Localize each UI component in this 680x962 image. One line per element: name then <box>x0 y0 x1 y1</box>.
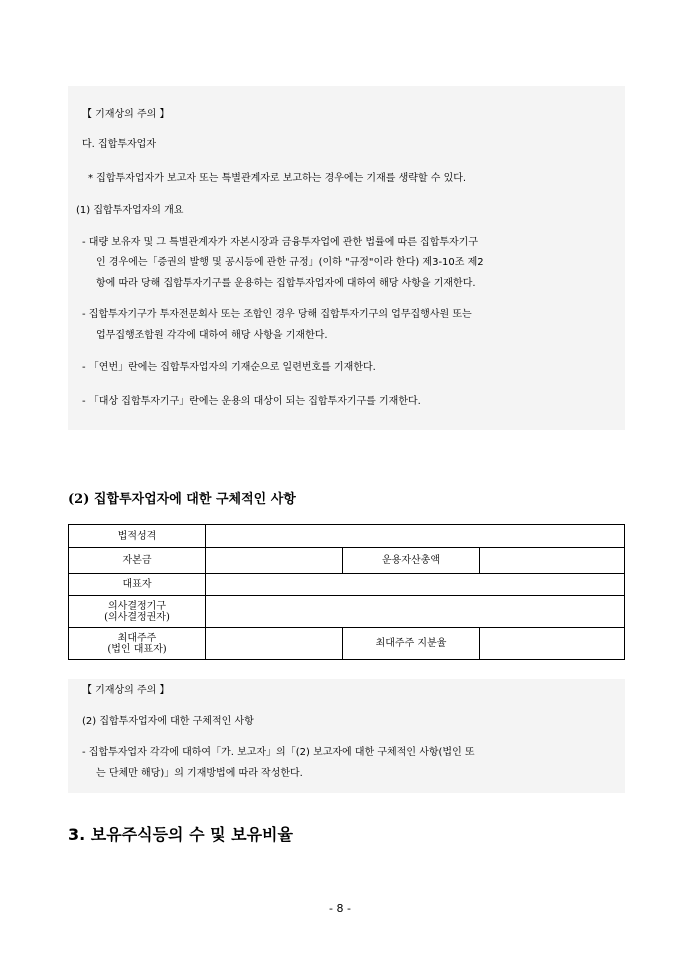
ceo-value[interactable] <box>206 574 625 596</box>
decision-body-label <box>69 596 206 628</box>
bullet-1-line-1: - 대량 보유자 및 그 특별관계자가 자본시장과 금융투자업에 관한 법률에 따른 집합투자기구 <box>82 237 478 248</box>
bullet-3: - 「연번」란에는 집합투자업자의 기재순으로 일련번호를 기재한다. <box>82 362 376 373</box>
caution-title: 【 기재상의 주의 】 <box>82 109 170 120</box>
caution-sub: (2) 집합투자업자에 대한 구체적인 사항 <box>82 716 254 727</box>
bullet-2-line-1: - 집합투자기구가 투자전문회사 또는 조합인 경우 당해 집합투자기구의 업무집행사원 또는 <box>82 309 472 320</box>
largest-ratio-value[interactable] <box>480 628 625 660</box>
ceo-label: 대표자 <box>69 574 206 596</box>
table-row <box>69 525 625 548</box>
bullet-1-line-3: 항에 따라 당해 집합투자기구를 운용하는 집합투자업자에 대하여 해당 사항을 기재한다. <box>96 278 476 289</box>
largest-ratio-label: 최대주주 지분율 <box>343 628 480 660</box>
decision-body-line-2: (의사결정권자) <box>104 611 170 623</box>
capital-value[interactable] <box>206 548 343 574</box>
page-number: - 8 - <box>329 902 351 915</box>
largest-shareholder-line-1: 최대주주 <box>117 632 157 644</box>
decision-body-value[interactable] <box>206 596 625 628</box>
table-row <box>69 574 625 596</box>
largest-shareholder-value[interactable] <box>206 628 343 660</box>
caution-title: 【 기재상의 주의 】 <box>82 685 170 696</box>
aum-label: 운용자산총액 <box>343 548 480 574</box>
bullet-2-line-2: 업무집행조합원 각각에 대하여 해당 사항을 기재한다. <box>96 330 328 341</box>
caution-note-1 <box>68 86 625 430</box>
largest-shareholder-label <box>69 628 206 660</box>
bullet-1-line-1: - 집합투자업자 각각에 대하여「가. 보고자」의「(2) 보고자에 대한 구체적인 사항(법인 또 <box>82 747 475 758</box>
bullet-1-line-2: 는 단체만 해당)」의 기재방법에 따라 작성한다. <box>96 768 303 779</box>
caution-star: * 집합투자업자가 보고자 또는 특별관계자로 보고하는 경우에는 기재를 생략할 수 있다. <box>88 173 467 184</box>
aum-value[interactable] <box>480 548 625 574</box>
caution-section: 다. 집합투자업자 <box>82 139 156 150</box>
decision-body-line-1: 의사결정기구 <box>108 600 166 612</box>
bullet-1-line-2: 인 경우에는「증권의 발행 및 공시등에 관한 규정」(이하 "규정"이라 한다) 제3-10조 제2 <box>96 257 484 268</box>
bullet-4: - 「대상 집합투자기구」란에는 운용의 대상이 되는 집합투자기구를 기재한다. <box>82 396 421 407</box>
table-row <box>69 548 625 574</box>
manager-detail-table <box>68 524 625 660</box>
legal-status-value[interactable] <box>206 525 625 548</box>
capital-label: 자본금 <box>69 548 206 574</box>
legal-status-label: 법적성격 <box>69 525 206 548</box>
caution-sub: (1) 집합투자업자의 개요 <box>76 205 184 216</box>
caution-note-2 <box>68 679 625 793</box>
largest-shareholder-line-2: (법인 대표자) <box>107 643 167 655</box>
table-row <box>69 628 625 660</box>
section-heading-2: (2) 집합투자업자에 대한 구체적인 사항 <box>68 492 296 507</box>
table-row <box>69 596 625 628</box>
section-heading-3: 3. 보유주식등의 수 및 보유비율 <box>68 825 293 844</box>
